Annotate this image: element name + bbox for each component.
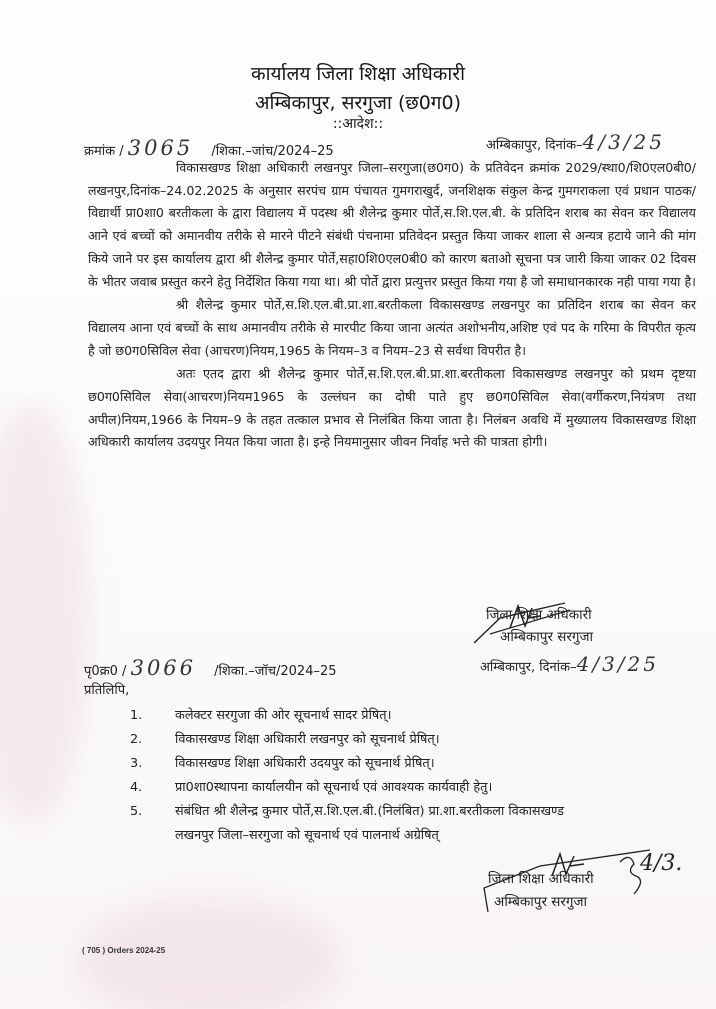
- order-date: 4/3/25: [582, 130, 665, 154]
- copy-item-text: प्रा0शा0स्थापना कार्यालयीन को सूचनार्थ एवं आवश्यक कार्यवाही हेतु।: [175, 780, 493, 795]
- copy-list-item-continuation: लखनपुर जिला–सरगुजा को सूचनार्थ एवं पालनार्थ अग्रेषित्: [175, 828, 439, 843]
- copy-item-number: 3.: [130, 756, 143, 771]
- copy-ref-suffix: /शिका.–जॉच/2024–25: [214, 664, 337, 679]
- copy-item-text: कलेक्टर सरगुजा की ओर सूचनार्थ सादर प्रेषित्।: [175, 708, 392, 723]
- signatory-designation: जिला शिक्षा अधिकारी: [486, 607, 592, 623]
- office-location: अम्बिकापुर, सरगुजा (छ0ग0): [254, 92, 461, 114]
- copy-list-item: [130, 754, 435, 774]
- print-footer: ( 705 ) Orders 2024-25: [82, 946, 166, 955]
- copy-item-text: विकासखण्ड शिक्षा अधिकारी लखनपुर को सूचनार्थ प्रेषित्।: [175, 732, 440, 747]
- copy-item-number: 4.: [130, 780, 143, 795]
- copy-place-date-label: अम्बिकापुर, दिनांक–: [480, 660, 577, 675]
- copy-date-line: [480, 652, 659, 676]
- order-date-line: [486, 130, 665, 154]
- copy-item-text: संबंधित श्री शैलेन्द्र कुमार पोर्ते,स.शि.एल.बी.(निलंबित) प्रा.शा.बरतीकला विकासखण्ड: [175, 804, 564, 819]
- order-number: 3065: [127, 136, 194, 160]
- body-paragraph: अतः एतद द्वारा श्री शैलेन्द्र कुमार पोर्ते,स.शि.एल.बी.प्रा.शा.बरतीकला विकासखण्ड लखनपुर को प्रथम दृष्टया छ0ग0सिविल सेवा(आचरण)नियम1965 के उल्लंघन का दोषी पाते हुए छ0ग0सिविल सेवा(वर्गीकरण,नियंत्रण तथा अपील)नियम,1966 के नियम–9 के तहत तत्काल प्रभाव से निलंबित किया जाता है। निलंबन अवधि में मुख्यालय विकासखण्ड शिक्षा अधिकारी कार्यालय उदयपुर नियत किया जाता है। इन्हे नियमानुसार जीवन निर्वाह भत्ते की पात्रता होगी।: [88, 366, 696, 450]
- copy-item-text: विकासखण्ड शिक्षा अधिकारी उदयपुर को सूचनार्थ प्रेषित्।: [175, 756, 435, 771]
- copy-item-number: 1.: [130, 708, 143, 723]
- order-body: [88, 157, 696, 454]
- signatory-location: अम्बिकापुर सरगुजा: [500, 629, 594, 645]
- paper-stain: [0, 400, 90, 820]
- copy-list-item: [130, 730, 440, 750]
- copy-signatory-designation: जिला शिक्षा अधिकारी: [488, 871, 594, 887]
- order-place-date-label: अम्बिकापुर, दिनांक–: [486, 138, 583, 153]
- signature-date: 4/3.: [640, 851, 683, 876]
- copy-item-number: 5.: [130, 804, 143, 819]
- copy-number: 3066: [130, 656, 197, 680]
- copy-list-item: [130, 778, 492, 798]
- copy-ref-prefix: पृ0क्र0 /: [84, 664, 127, 679]
- body-paragraph: विकासखण्ड शिक्षा अधिकारी लखनपुर जिला–सरगुजा(छ0ग0) के प्रतिवेदन क्रमांक 2029/स्था0/शि0एल0बी0/लखनपुर,दिनांक–24.02.2025 के अनुसार सरपंच ग्राम पंचायत गुमगराखुर्द, जनशिक्षक संकुल केन्द्र गुमगराकला एवं प्रधान पाठक/विद्यार्थी प्रा0शा0 बरतीकला के द्वारा विद्यालय में पदस्थ श्री शैलेन्द्र कुमार पोर्ते,स.शि.एल.बी. के प्रतिदिन शराब का सेवन कर विद्यालय आने एवं बच्चों को अमानवीय तरीके से मारने पीटने संबंधी पंचनामा प्रतिवेदन प्रस्तुत किया जाकर शाला से अन्यत्र हटाये जाने की मांग किये जाने पर इस कार्यालय द्वारा श्री शैलेन्द्र कुमार पोर्ते,सहा0शि0एल0बी0 को कारण बताओ सूचना पत्र जारी किया जाकर 02 दिवस के भीतर जवाब प्रस्तुत करने हेतु निर्देशित किया गया था। श्री पोर्ते द्वारा प्रत्युत्तर प्रस्तुत किया गया है जो समाधानकारक नही पाया गया है।: [88, 160, 696, 289]
- copy-list-item: [130, 802, 564, 822]
- order-ref-suffix: /शिका.–जांच/2024–25: [211, 144, 334, 159]
- body-paragraph: श्री शैलेन्द्र कुमार पोर्ते,स.शि.एल.बी.प्रा.शा.बरतीकला विकासखण्ड लखनपुर का प्रतिदिन शराब का सेवन कर विद्यालय आना एवं बच्चों के साथ अमानवीय तरीके से मारपीट किया जाना अत्यंत अशोभनीय,अशिष्ट एवं पद के गरिमा के विपरीत कृत्य है जो छ0ग0सिविल सेवा (आचरण)नियम,1965 के नियम–3 व नियम–23 से सर्वथा विपरीत है।: [88, 297, 696, 358]
- copy-list-item: [130, 706, 391, 726]
- copy-date: 4/3/25: [576, 652, 659, 676]
- office-title: कार्यालय जिला शिक्षा अधिकारी: [250, 63, 465, 85]
- copy-label: प्रतिलिपि,: [84, 683, 130, 698]
- order-title: ::आदेश::: [332, 116, 384, 132]
- copy-reference: [84, 656, 337, 680]
- copy-item-number: 2.: [130, 732, 143, 747]
- order-ref-prefix: क्रमांक /: [84, 144, 124, 159]
- copy-signatory-location: अम्बिकापुर सरगुजा: [494, 894, 588, 910]
